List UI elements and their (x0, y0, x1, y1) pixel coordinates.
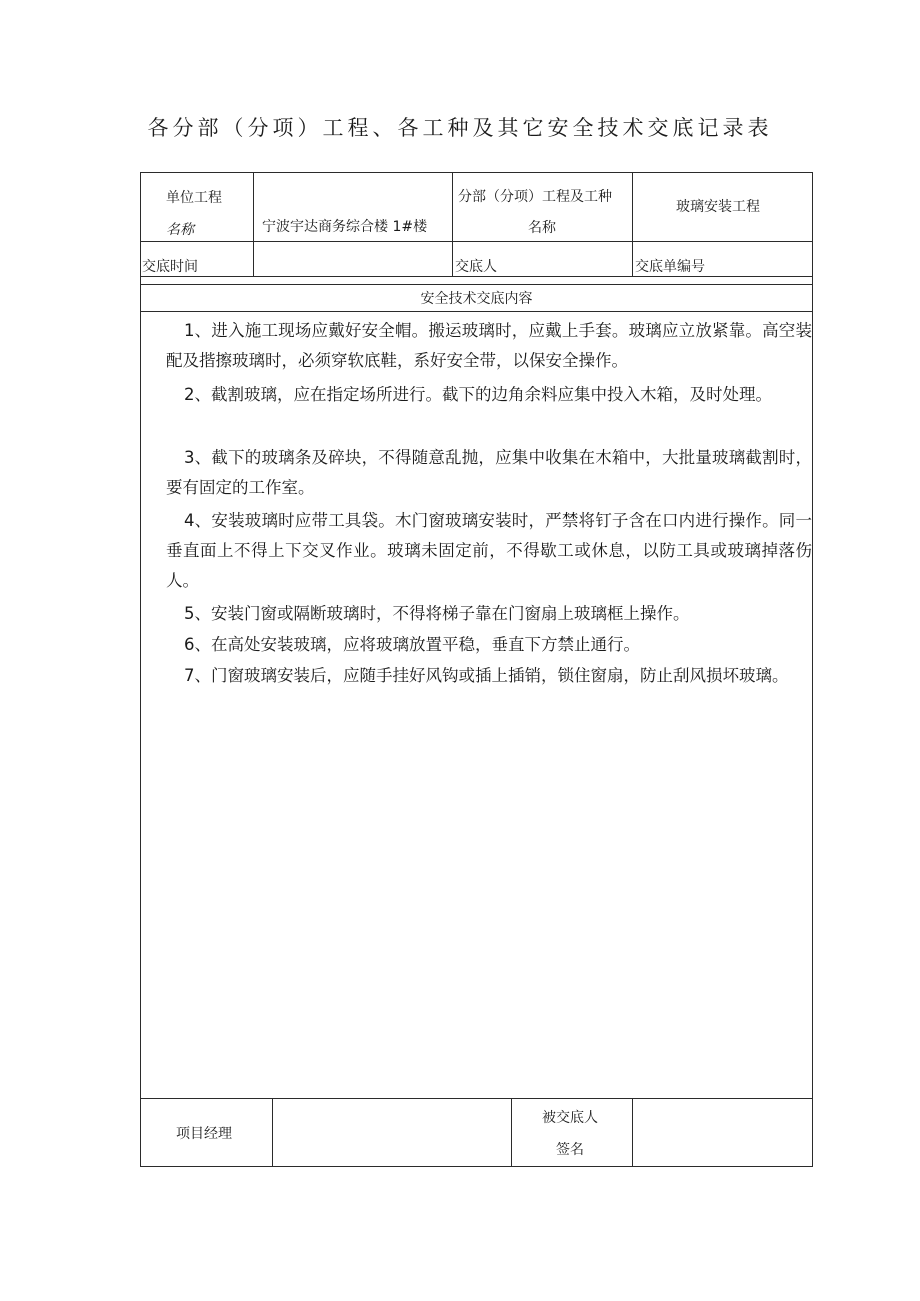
sub-project-label-line2: 名称 (528, 220, 556, 236)
row-divider (140, 284, 813, 285)
row-divider (140, 241, 813, 242)
column-divider (272, 1098, 273, 1166)
recipient-label-line2: 签名 (556, 1142, 584, 1158)
handover-time-label: 交底时间 (142, 259, 198, 275)
safety-item: 3、截下的玻璃条及碎块，不得随意乱抛，应集中收集在木箱中，大批量玻璃截割时，要有固定的工作室。 (166, 448, 812, 497)
sub-project-value: 玻璃安装工程 (676, 199, 760, 215)
unit-project-value: 宁波宇达商务综合楼 1#楼 (262, 219, 428, 235)
safety-item: 2、截割玻璃，应在指定场所进行。截下的边角余料应集中投入木箱，及时处理。 (184, 385, 772, 404)
sub-project-label-line1: 分部（分项）工程及工种 (458, 189, 612, 205)
table-top-border (140, 172, 813, 173)
table-bottom-border (140, 1166, 813, 1167)
content-section-heading: 安全技术交底内容 (420, 291, 533, 307)
unit-project-label-line2: 名称 (166, 222, 194, 238)
column-divider (632, 172, 633, 276)
table-left-border (140, 172, 141, 1167)
column-divider (511, 1098, 512, 1166)
safety-item: 4、安装玻璃时应带工具袋。木门窗玻璃安装时，严禁将钉子含在口内进行操作。同一垂直面上不得上下交叉作业。玻璃未固定前，不得歇工或休息，以防工具或玻璃掉落伤人。 (166, 511, 812, 590)
handover-person-label: 交底人 (455, 259, 497, 275)
table-right-border (812, 172, 813, 1167)
safety-item: 7、门窗玻璃安装后，应随手挂好风钩或插上插销，锁住窗扇，防止刮风损坏玻璃。 (184, 666, 789, 685)
unit-project-label-line1: 单位工程 (166, 190, 222, 206)
safety-item: 1、进入施工现场应戴好安全帽。搬运玻璃时，应戴上手套。玻璃应立放紧靠。高空装配及揩擦玻璃时，必须穿软底鞋，系好安全带，以保安全操作。 (166, 321, 812, 370)
row-divider (140, 311, 813, 312)
form-title: 各分部（分项）工程、各工种及其它安全技术交底记录表 (147, 116, 773, 140)
row-divider (140, 276, 813, 277)
column-divider (253, 172, 254, 276)
safety-item: 6、在高处安装玻璃，应将玻璃放置平稳，垂直下方禁止通行。 (184, 635, 640, 654)
project-manager-label: 项目经理 (176, 1126, 232, 1142)
safety-item: 5、安装门窗或隔断玻璃时，不得将梯子靠在门窗扇上玻璃框上操作。 (184, 604, 690, 623)
column-divider (632, 1098, 633, 1166)
column-divider (452, 172, 453, 276)
handover-number-label: 交底单编号 (635, 259, 705, 275)
row-divider (140, 1098, 813, 1099)
recipient-label-line1: 被交底人 (542, 1110, 598, 1126)
